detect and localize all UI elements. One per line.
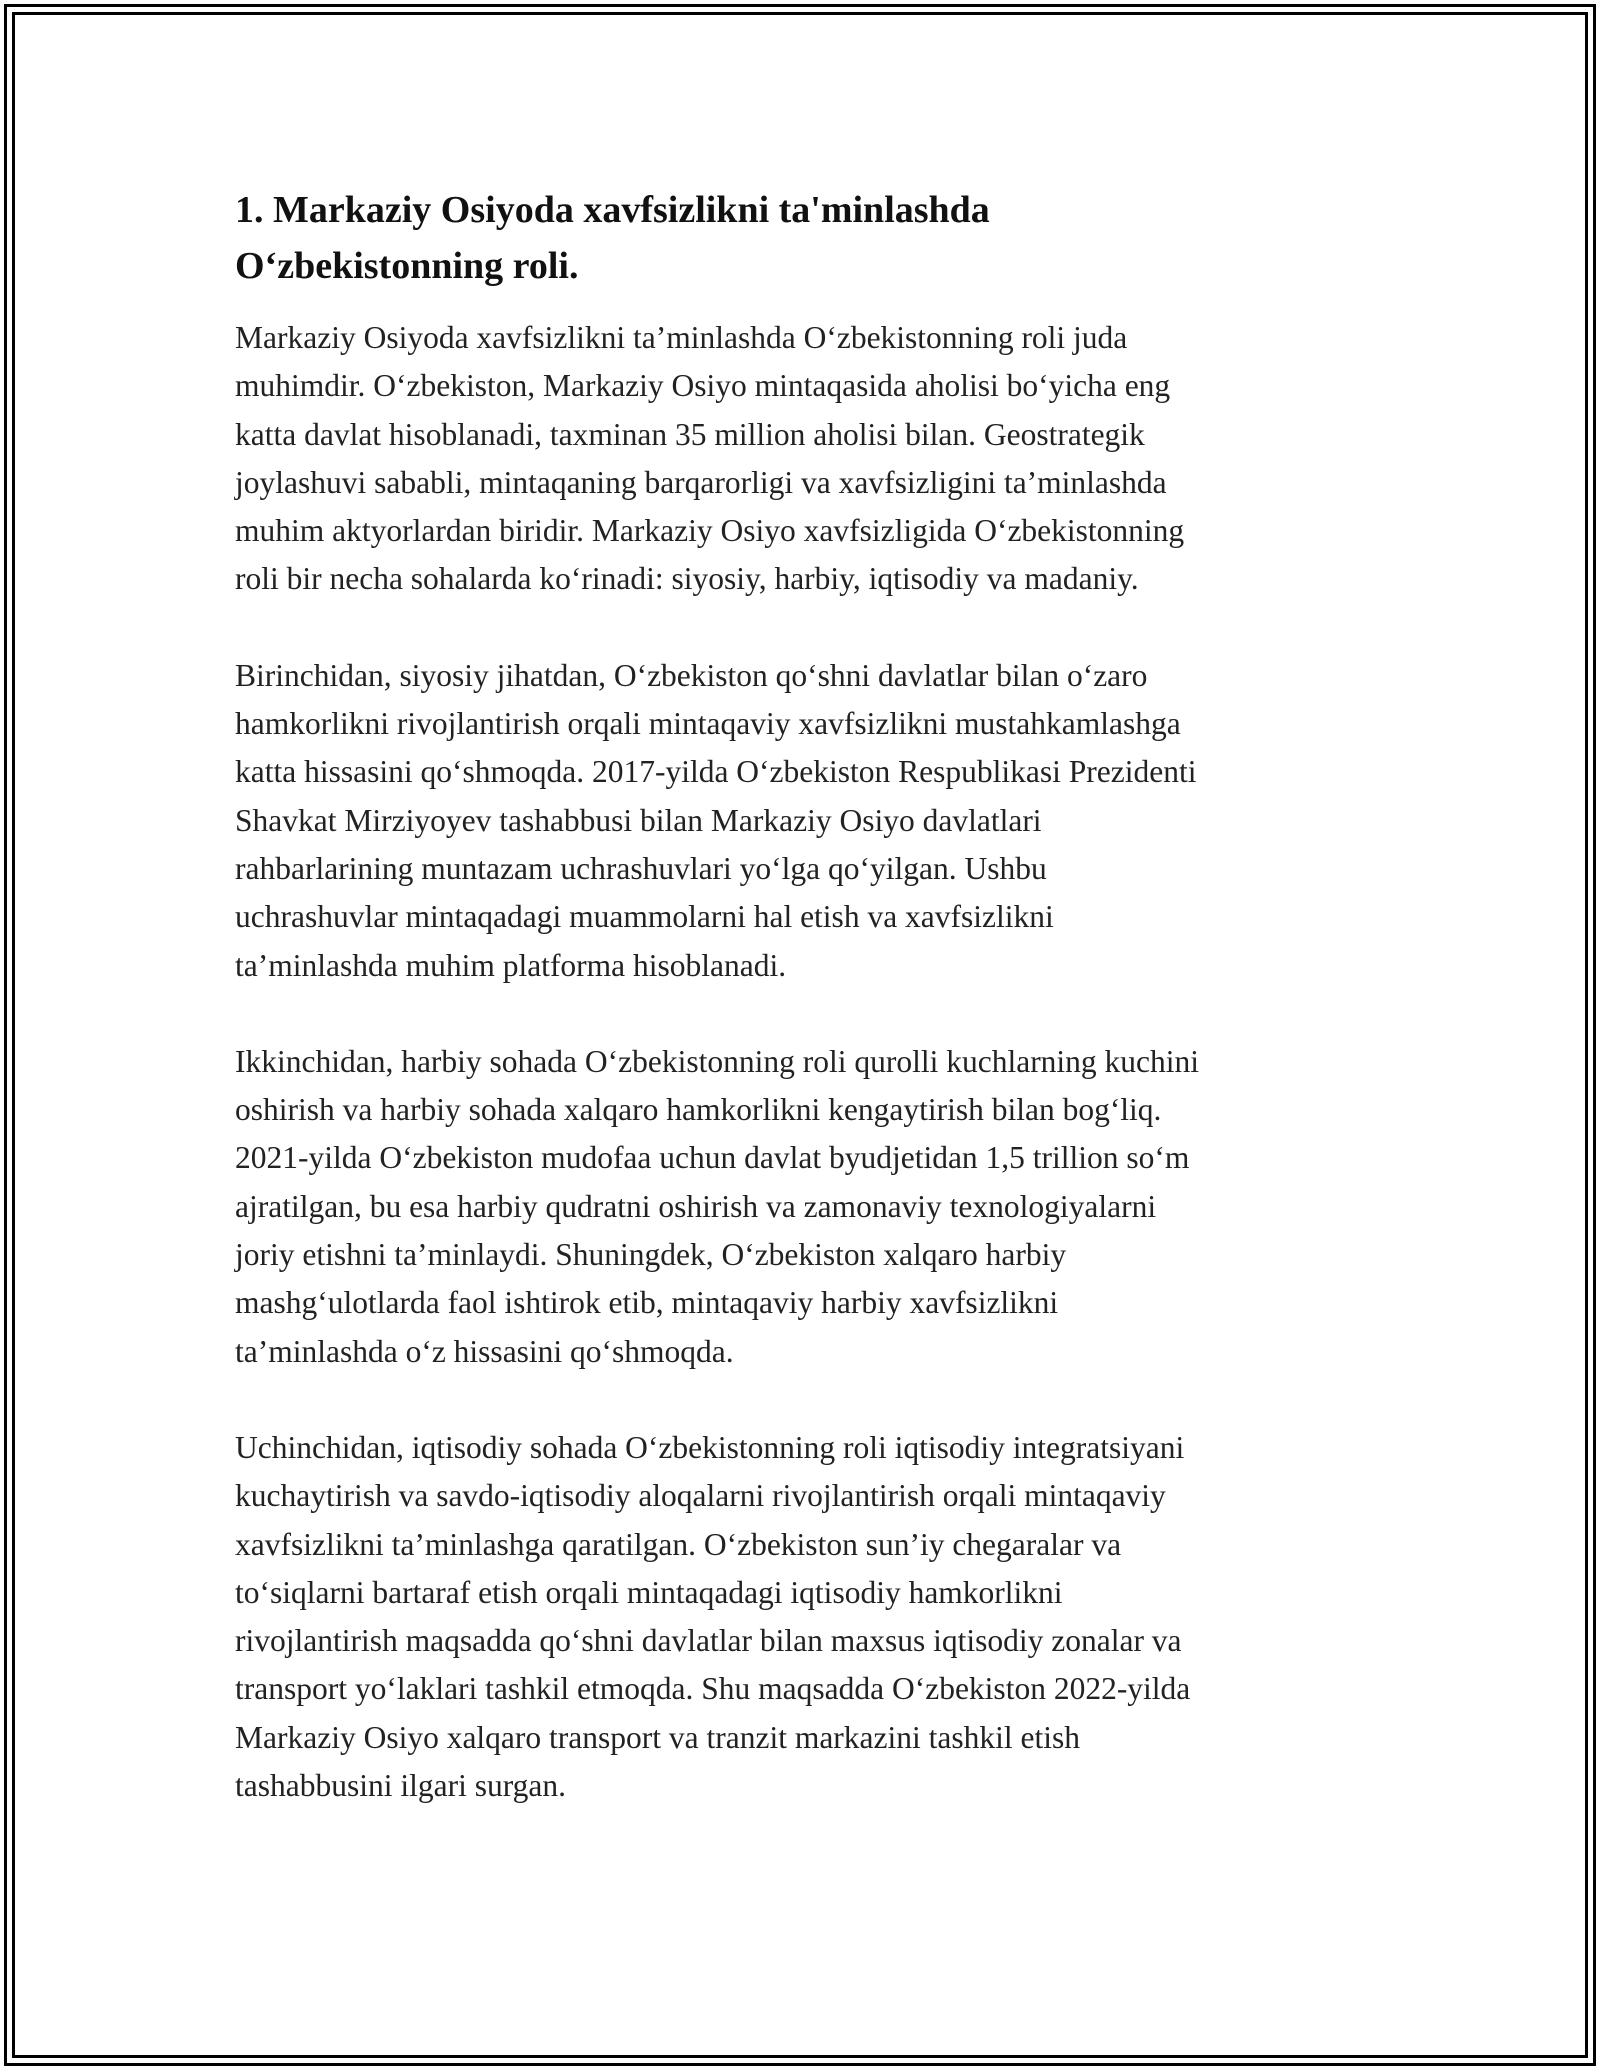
text-line: Birinchidan, siyosiy jihatdan, O‘zbekiston qo‘shni davlatlar bilan o‘zaro (235, 657, 1148, 693)
text-line: mashg‘ulotlarda faol ishtirok etib, mintaqaviy harbiy xavfsizlikni (235, 1285, 1059, 1321)
text-line: Ikkinchidan, harbiy sohada O‘zbekistonning roli qurolli kuchlarning kuchini (235, 1043, 1200, 1079)
text-line: katta davlat hisoblanadi, taxminan 35 million aholisi bilan. Geostrategik (235, 416, 1145, 452)
text-line: Markaziy Osiyoda xavfsizlikni ta’minlashda O‘zbekistonning roli juda (235, 320, 1128, 355)
document-title (235, 182, 1195, 294)
text-line: joriy etishni ta’minlaydi. Shuningdek, O‘zbekiston xalqaro harbiy (235, 1237, 1067, 1273)
title-line: O‘zbekistonning roli. (235, 245, 579, 287)
paragraph-economic (235, 1424, 1375, 1810)
text-line: xavfsizlikni ta’minlashga qaratilgan. O‘zbekiston sun’iy chegaralar va (235, 1526, 1122, 1562)
paragraph-political (235, 652, 1375, 990)
text-line: hamkorlikni rivojlantirish orqali mintaqaviy xavfsizlikni mustahkamlashga (235, 706, 1181, 742)
text-line: joylashuvi sababli, mintaqaning barqarorligi va xavfsizligini ta’minlashda (235, 464, 1167, 500)
text-line: ta’minlashda muhim platforma hisoblanadi. (235, 947, 787, 983)
title-line: 1. Markaziy Osiyoda xavfsizlikni ta'minlashda (235, 189, 990, 231)
text-line: rivojlantirish maqsadda qo‘shni davlatlar bilan maxsus iqtisodiy zonalar va (235, 1623, 1182, 1659)
text-line: to‘siqlarni bartaraf etish orqali mintaqadagi iqtisodiy hamkorlikni (235, 1574, 1063, 1610)
text-line: ta’minlashda o‘z hissasini qo‘shmoqda. (235, 1333, 734, 1369)
text-line: rahbarlarining muntazam uchrashuvlari yo‘lga qo‘yilgan. Ushbu (235, 850, 1047, 886)
text-line: tashabbusini ilgari surgan. (235, 1768, 566, 1804)
paragraph-military (235, 1038, 1375, 1376)
text-line: 2021-yilda O‘zbekiston mudofaa uchun davlat byudjetidan 1,5 trillion so‘m (235, 1140, 1190, 1176)
text-line: uchrashuvlar mintaqadagi muammolarni hal etish va xavfsizlikni (235, 899, 1054, 935)
text-line: oshirish va harbiy sohada xalqaro hamkorlikni kengaytirish bilan bog‘liq. (235, 1092, 1162, 1128)
paragraph-intro (235, 314, 1375, 604)
text-line: katta hissasini qo‘shmoqda. 2017-yilda O‘zbekiston Respublikasi Prezidenti (235, 754, 1197, 790)
document-body (235, 182, 1375, 1858)
text-line: kuchaytirish va savdo-iqtisodiy aloqalarni rivojlantirish orqali mintaqaviy (235, 1478, 1166, 1514)
text-line: Uchinchidan, iqtisodiy sohada O‘zbekistonning roli iqtisodiy integratsiyani (235, 1429, 1185, 1465)
text-line: ajratilgan, bu esa harbiy qudratni oshirish va zamonaviy texnologiyalarni (235, 1188, 1157, 1224)
text-line: Shavkat Mirziyoyev tashabbusi bilan Markaziy Osiyo davlatlari (235, 802, 1042, 838)
text-line: muhim aktyorlardan biridir. Markaziy Osiyo xavfsizligida O‘zbekistonning (235, 513, 1185, 549)
text-line: roli bir necha sohalarda ko‘rinadi: siyosiy, harbiy, iqtisodiy va madaniy. (235, 561, 1139, 597)
text-line: transport yo‘laklari tashkil etmoqda. Shu maqsadda O‘zbekiston 2022-yilda (235, 1671, 1191, 1707)
text-line: muhimdir. O‘zbekiston, Markaziy Osiyo mintaqasida aholisi bo‘yicha eng (235, 368, 1171, 404)
text-line: Markaziy Osiyo xalqaro transport va tranzit markazini tashkil etish (235, 1719, 1080, 1755)
